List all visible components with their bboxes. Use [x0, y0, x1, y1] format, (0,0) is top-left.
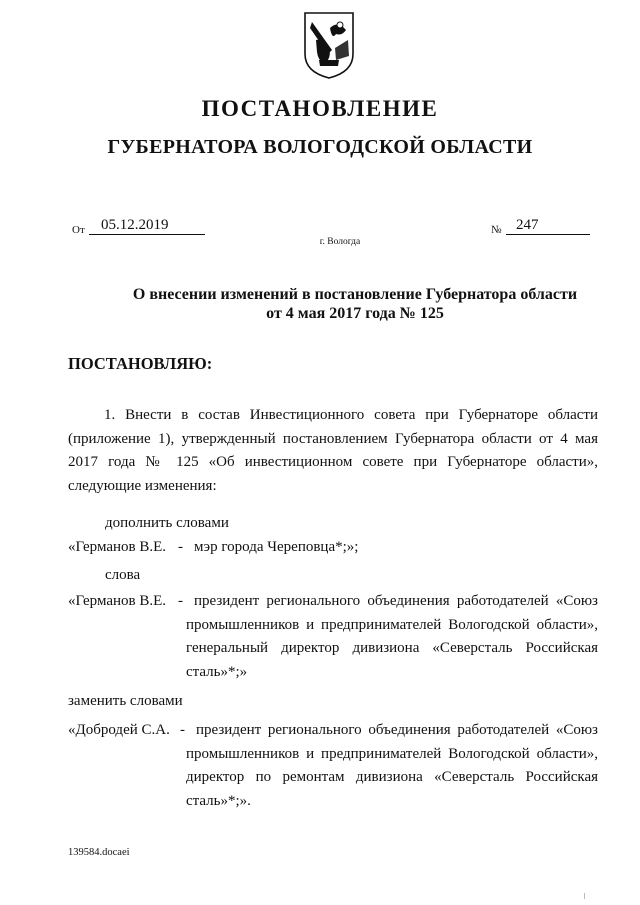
add-words-label: дополнить словами [105, 515, 229, 531]
page-mark [584, 893, 585, 899]
subject-line-1: О внесении изменений в постановление Губернатора области [132, 286, 578, 303]
issuer-title: ГУБЕРНАТОРА ВОЛОГОДСКОЙ ОБЛАСТИ [107, 136, 533, 158]
words-label: слова [105, 567, 141, 583]
subject-line-2: от 4 мая 2017 года № 125 [266, 305, 444, 322]
entry-2-dash: - [178, 593, 183, 609]
document-title: ПОСТАНОВЛЕНИЕ [201, 96, 439, 121]
date-prefix: От [72, 224, 85, 236]
vologda-coat-of-arms-icon [302, 10, 356, 80]
issuing-city: г. Вологда [319, 237, 361, 247]
entry-3-name: «Добродей С.А. [68, 722, 170, 738]
document-number: 247 [506, 216, 590, 235]
file-name: 139584.docaei [68, 847, 130, 858]
replace-label: заменить словами [68, 693, 183, 709]
entry-3-desc: президент регионального объединения работодателей «Союз промышленников и предпринимателей Вологодской области», директор по ремонтам дивизиона «Северсталь Российская сталь»*;». [186, 722, 598, 809]
decree-heading: ПОСТАНОВЛЯЮ: [68, 354, 213, 373]
entry-1-desc: мэр города Череповца*;»; [194, 539, 359, 555]
document-subject [0, 285, 640, 323]
entry-1-name: «Германов В.Е. [68, 539, 167, 555]
entry-3-dash: - [180, 722, 185, 738]
entry-2-name: «Германов В.Е. [68, 593, 167, 609]
paragraph-1: 1. Внести в состав Инвестиционного совета при Губернаторе области (приложение 1), утвержденный постановлением Губернатора области от 4 мая 2017 года № 125 «Об инвестиционном совете при Губернаторе области», следующие изменения: [68, 407, 598, 494]
document-date: 05.12.2019 [89, 216, 205, 235]
number-prefix: № [491, 224, 502, 236]
entry-1-dash: - [178, 539, 183, 555]
entry-2-desc: президент регионального объединения работодателей «Союз промышленников и предпринимателей Вологодской области», генеральный директор дивизиона «Северсталь Российская сталь»*;» [186, 593, 598, 680]
